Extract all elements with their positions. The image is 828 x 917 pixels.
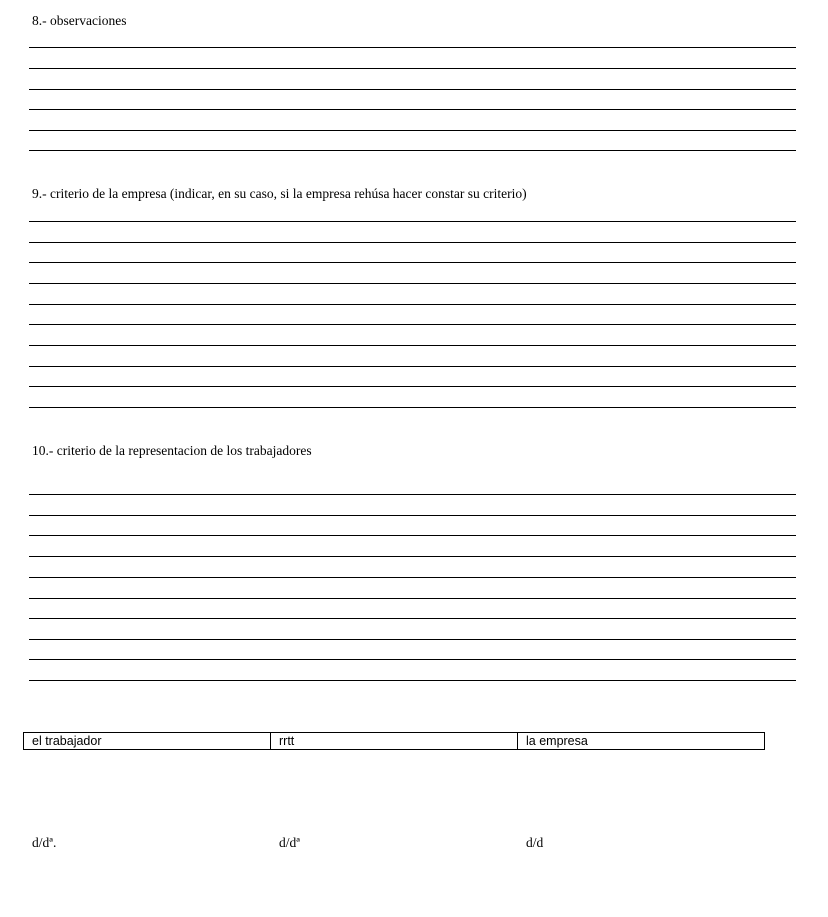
writing-line [29, 109, 796, 110]
signature-header-rrtt: rrtt [270, 733, 517, 749]
section-10-title: 10.- criterio de la representacion de los trabajadores [32, 443, 312, 458]
writing-line [29, 262, 796, 263]
writing-line [29, 515, 796, 516]
signature-name-trabajador: d/dª. [32, 835, 57, 850]
writing-line [29, 130, 796, 131]
section-8-title: 8.- observaciones [32, 13, 127, 28]
writing-line [29, 150, 796, 151]
writing-line [29, 680, 796, 681]
signature-header-trabajador: el trabajador [32, 734, 102, 748]
writing-line [29, 407, 796, 408]
signature-name-empresa: d/d [526, 835, 544, 850]
writing-line [29, 659, 796, 660]
writing-line [29, 242, 796, 243]
signature-table [23, 732, 765, 750]
writing-line [29, 283, 796, 284]
writing-line [29, 577, 796, 578]
writing-line [29, 618, 796, 619]
signature-header-empresa: la empresa [517, 733, 764, 749]
section-9-title: 9.- criterio de la empresa (indicar, en su caso, si la empresa rehúsa hacer constar su criterio) [32, 186, 527, 201]
writing-line [29, 386, 796, 387]
writing-line [29, 47, 796, 48]
writing-line [29, 494, 796, 495]
writing-line [29, 345, 796, 346]
writing-line [29, 598, 796, 599]
writing-line [29, 304, 796, 305]
writing-line [29, 68, 796, 69]
writing-line [29, 535, 796, 536]
writing-line [29, 639, 796, 640]
writing-line [29, 556, 796, 557]
writing-line [29, 221, 796, 222]
writing-line [29, 366, 796, 367]
writing-line [29, 324, 796, 325]
writing-line [29, 89, 796, 90]
signature-name-rrtt: d/dª [279, 835, 300, 850]
